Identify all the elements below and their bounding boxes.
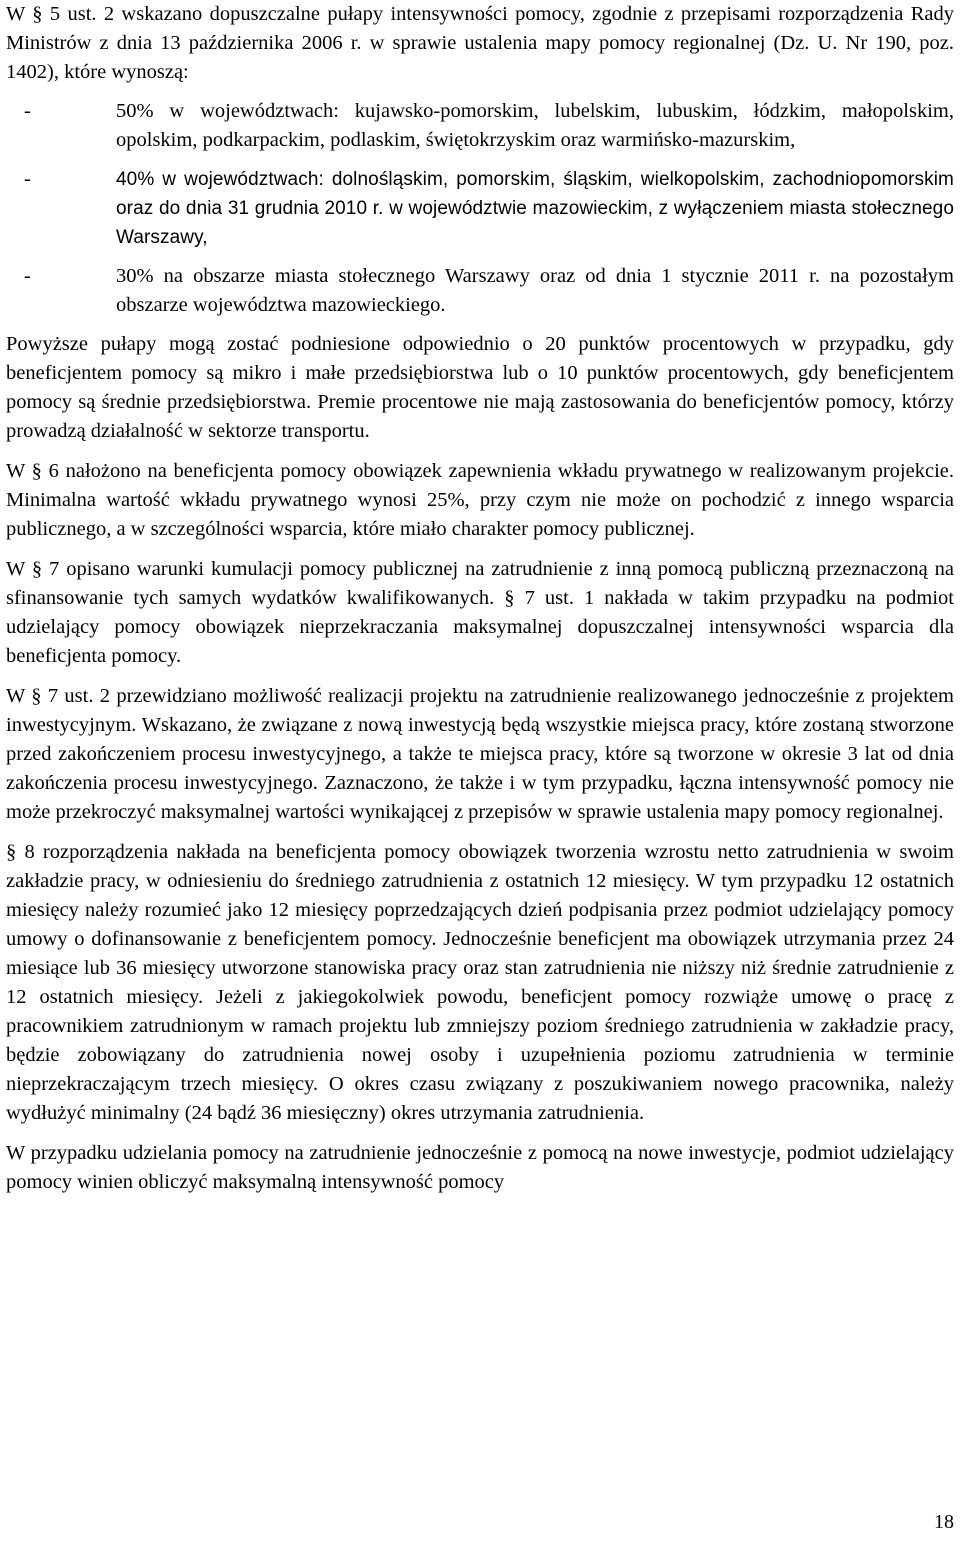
body-paragraph: W przypadku udzielania pomocy na zatrudnienie jednocześnie z pomocą na nowe inwestycje, podmiot udzielający pomocy winien obliczyć maksymalną intensywność pomocy bbox=[6, 1142, 954, 1193]
list-item bbox=[6, 165, 954, 252]
list-item-text: 40% w województwach: dolnośląskim, pomorskim, śląskim, wielkopolskim, zachodniopomorskim oraz do dnia 31 grudnia 2010 r. w województwie mazowieckim, z wyłączeniem miasta stołecznego Warszawy, bbox=[116, 169, 954, 248]
list-item bbox=[6, 262, 954, 320]
list-dash: - bbox=[24, 100, 31, 122]
list-item-text: 30% na obszarze miasta stołecznego Warszawy oraz od dnia 1 stycznie 2011 r. na pozostałym obszarze województwa mazowieckiego. bbox=[116, 265, 954, 316]
document-page bbox=[6, 0, 954, 1197]
body-paragraph: W § 7 ust. 2 przewidziano możliwość realizacji projektu na zatrudnienie realizowanego jednocześnie z projektem inwestycyjnym. Wskazano, że związane z nową inwestycją będą wszystkie miejsca pracy, które zostaną stworzone przed zakończeniem procesu inwestycyjnego, a także te miejsca pracy, które są tworzone w okresie 3 lat od dnia zakończenia procesu inwestycyjnego. Zaznaczono, że także i w tym przypadku, łączna intensywność pomocy nie może przekroczyć maksymalnej wartości wynikającej z przepisów w sprawie ustalenia mapy pomocy regionalnej. bbox=[6, 685, 954, 823]
body-paragraph: W § 7 opisano warunki kumulacji pomocy publicznej na zatrudnienie z inną pomocą publiczną przeznaczoną na sfinansowanie tych samych wydatków kwalifikowanych. § 7 ust. 1 nakłada w takim przypadku na podmiot udzielający pomocy obowiązek nieprzekraczania maksymalnej dopuszczalnej intensywności wsparcia dla beneficjenta pomocy. bbox=[6, 558, 954, 667]
body-paragraph: § 8 rozporządzenia nakłada na beneficjenta pomocy obowiązek tworzenia wzrostu netto zatrudnienia w swoim zakładzie pracy, w odniesieniu do średniego zatrudnienia z ostatnich 12 miesięcy. W tym przypadku 12 ostatnich miesięcy należy rozumieć jako 12 miesięcy poprzedzających dzień podpisania przez podmiot udzielający pomocy umowy o dofinansowanie z beneficjentem pomocy. Jednocześnie beneficjent ma obowiązek utrzymania przez 24 miesiące lub 36 miesięcy utworzone stanowiska pracy oraz stan zatrudnienia nie niższy niż średnie zatrudnienie z 12 ostatnich miesięcy. Jeżeli z jakiegokolwiek powodu, beneficjent pomocy rozwiąże umowę o pracę z pracownikiem zatrudnionym w ramach projektu lub zmniejszy poziom średniego zatrudnienia w zakładzie pracy, będzie zobowiązany do zatrudnienia nowej osoby i uzupełnienia poziomu zatrudnienia w terminie nieprzekraczającym trzech miesięcy. O okres czasu związany z poszukiwaniem nowego pracownika, należy wydłużyć minimalny (24 bądź 36 miesięczny) okres utrzymania zatrudnienia. bbox=[6, 841, 954, 1124]
body-paragraph: Powyższe pułapy mogą zostać podniesione odpowiednio o 20 punktów procentowych w przypadku, gdy beneficjentem pomocy są mikro i małe przedsiębiorstwa lub o 10 punktów procentowych, gdy beneficjentem pomocy są średnie przedsiębiorstwa. Premie procentowe nie mają zastosowania do beneficjentów pomocy, którzy prowadzą działalność w sektorze transportu. bbox=[6, 333, 954, 442]
body-paragraph: W § 6 nałożono na beneficjenta pomocy obowiązek zapewnienia wkładu prywatnego w realizowanym projekcie. Minimalna wartość wkładu prywatnego wynosi 25%, przy czym nie może on pochodzić z innego wsparcia publicznego, a w szczególności wsparcia, które miało charakter pomocy publicznej. bbox=[6, 460, 954, 540]
list-item bbox=[6, 97, 954, 155]
list-dash: - bbox=[24, 265, 31, 287]
page-number: 18 bbox=[934, 1511, 954, 1533]
list-dash: - bbox=[24, 168, 31, 190]
list-item-text: 50% w województwach: kujawsko-pomorskim, lubelskim, lubuskim, łódzkim, małopolskim, opolskim, podkarpackim, podlaskim, świętokrzyskim oraz warmińsko-mazurskim, bbox=[116, 100, 954, 151]
intro-paragraph: W § 5 ust. 2 wskazano dopuszczalne pułapy intensywności pomocy, zgodnie z przepisami rozporządzenia Rady Ministrów z dnia 13 października 2006 r. w sprawie ustalenia mapy pomocy regionalnej (Dz. U. Nr 190, poz. 1402), które wynoszą: bbox=[6, 3, 954, 83]
aid-intensity-list bbox=[6, 97, 954, 320]
